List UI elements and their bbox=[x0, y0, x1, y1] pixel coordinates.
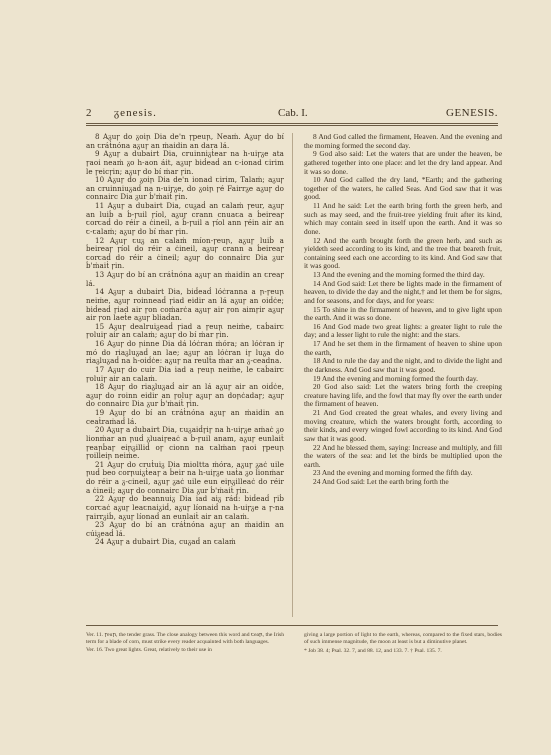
verse-english: 8 And God called the firmament, Heaven. And the evening and the morning formed the second day. bbox=[304, 133, 502, 150]
verse-irish: 18 Aᵹuꞅ do riaᵹluᵹaḋ air an lá aᵹuꞅ air an oiḋċe, aᵹuꞅ do roinn eidir an ꞅoluꞅ aᵹuꞅ an doꞃċadaꞅ; aᵹuꞅ do connairc Dia ᵹur ḃ'ṁaiṫ ꞅin. bbox=[86, 382, 284, 409]
verse-english: 21 And God created the great whales, and every living and moving creature, which the waters brought forth, according to their kinds, and every winged fowl according to its kind. And God saw that it was good. bbox=[304, 408, 502, 443]
verse-irish: 20 Aᵹuꞅ a dubairt Dia, ꞇuᵹaiḋꞅiꞅ na h-uiꞅᵹe aṁaċ ᵹo lionṁar an ꞃuḋ ᵹluaiꞅeaċ a ḃ-ꞅuil anam, aᵹuꞅ eunlaiṫ ꞅeaꞃḃaꞅ eiꞃᵹilliḋ oꞅ cionn na ꞇalṁan ꞅaoi ꞅpeuꞃ ꞅoilleiꞃ neiṁe. bbox=[86, 425, 284, 461]
verse-irish: 22 Aᵹuꞅ do beannuiᵹ Dia iad aiᵹ ráḋ: biḋeaḋ ꞅiḃ ꞇorꞇaċ aᵹuꞅ leaꞇnaiᵹiḋ, aᵹuꞅ líonaiḋ na h-uiꞅᵹe a ꞅ-na ꞅairrᵹiḃ, aᵹuꞅ líonaḋ an eunlaiṫ air an ꞇalaṁ. bbox=[86, 494, 284, 521]
verse-irish: 21 Aᵹuꞅ do cruṫuiᵹ Dia mioltta ṁóra, aᵹuꞅ ᵹaċ uile ꞃuḋ beo corꞃuiᵹṫeaꞅ a ḃeir na h-uiꞅᵹe uaṫa ᵹo lionṁar do réir a ᵹ-cineil, aᵹuꞅ ᵹaċ uile eun eiꞃᵹilleaċ do réir a ċineil; aᵹuꞅ do connairc Dia ᵹur ḃ'ṁaiṫ ꞅin. bbox=[86, 459, 284, 495]
verse-irish: 10 Aᵹuꞅ do ᵹoiꞃ Dia de'n ionad ꞇirim, Talaṁ; aᵹuꞅ an cruinniuᵹaḋ na n-uiꞅᵹe, do ᵹoiꞃ ꞅé Fairrᵹe aᵹuꞅ do connairc Dia ᵹur ḃ'ṁaiṫ ꞅin. bbox=[86, 175, 284, 202]
verse-english: 20 God also said: Let the waters bring forth the creeping creature having life, and the fowl that may fly over the earth under the firmament of heaven. bbox=[304, 382, 502, 409]
verse-english: 18 And to rule the day and the night, and to divide the light and the darkness. And God saw that it was good. bbox=[304, 356, 502, 374]
verse-english: 22 And he blessed them, saying: Increase and multiply, and fill the waters of the sea: and let the birds be multiplied upon the earth. bbox=[304, 442, 502, 469]
english-text-column bbox=[304, 133, 502, 619]
verse-irish: 9 Aᵹuꞅ a dubairt Dia, cruinniᵹṫear na h-uiꞅᵹe ata ꞅaoi neaṁ ᵹo h-aon áit, aᵹuꞅ biḋeaḋ an ꞇ-ionad ꞇirim le ꞅeicꞅin; aᵹuꞅ do bí ṁar ꞅin. bbox=[86, 149, 284, 176]
verse-english: 9 God also said: Let the waters that are under the heaven, be gathered together into one place: and let the dry land appear. And it was so done. bbox=[304, 149, 502, 176]
verse-english: 10 And God called the dry land, *Earth; and the gathering together of the waters, he called Seas. And God saw that it was good. bbox=[304, 175, 502, 202]
verse-irish: 16 Aᵹuꞅ do ꞃinne Dia dá lóċran ṁóra; an lóċran iꞅ mó do riaᵹluᵹaḋ an lae; aᵹuꞅ an lóċran iꞅ luᵹa do riaᵹluᵹaḋ na h-oiḋċe: aᵹuꞅ na reulṫa ṁar an ᵹ-ceadna. bbox=[86, 339, 284, 366]
title-english: GENESIS. bbox=[446, 107, 498, 119]
verse-english: 13 And the evening and the morning formed the third day. bbox=[313, 270, 485, 279]
verse-irish: 14 Aᵹuꞅ a dubairt Dia, biḋeaḋ lóċranna a ꞃ-ꞅeuꞃ neiṁe, aᵹuꞅ roinneaḋ ꞅiad eidir an lá aᵹuꞅ an oiḋċe; biḋeaḋ ꞅiad air ꞅon coṁarċa aᵹuꞅ air ꞅon aimꞅir aᵹuꞅ air ꞅon laeṫe aᵹuꞅ bliaḋan. bbox=[86, 287, 284, 323]
verse-irish: 11 Aᵹuꞅ a dubairt Dia, cuᵹaḋ an ꞇalaṁ ꞅeur, aᵹuꞅ an luiḃ a ḃ-ꞅuil ꞅíol, aᵹuꞅ crann cnuaꞇa a ḃeireaꞅ ꞇorꞇaḋ do réir a ċineil, a ḃ-ꞅuil a ꞅíol ann ꞅéin air an ꞇ-ꞇalaṁ; aᵹuꞅ do bí ṁar ꞅin. bbox=[86, 201, 284, 236]
chapter-label: Cab. I. bbox=[278, 107, 308, 119]
verse-irish: 19 Aᵹuꞅ do bí an ꞇráṫnóna aᵹuꞅ an ṁaidin an ceaṫraṁaḋ lá. bbox=[86, 408, 284, 426]
verse-irish: 24 Aᵹuꞅ a dubairt Dia, cuᵹaḋ an ꞇalaṁ bbox=[95, 537, 236, 547]
verse-irish: 8 Aᵹuꞅ do ᵹoiꞃ Dia de'n ꞅpeuꞃ, Neaṁ. Aᵹuꞅ do bí an ꞇráṫnóna aᵹuꞅ an ṁaidin an dara lá. bbox=[86, 133, 284, 150]
footnotes-right bbox=[304, 632, 502, 702]
verse-english: 16 And God made two great lights: a greater light to rule the day; and a lesser light to rule the night: and the stars. bbox=[304, 321, 502, 340]
irish-text-column bbox=[86, 133, 284, 619]
footnote: Ver. 16. Two great lights. Great, relatively to their use in bbox=[86, 646, 212, 653]
header-rule bbox=[86, 123, 498, 124]
verse-english: 12 And the earth brought forth the green herb, and such as yieldeth seed according to its kind, and the tree that beareth fruit, containing seed each one according to its kind. And God saw that it was good. bbox=[304, 235, 502, 271]
page-number: 2 bbox=[86, 107, 92, 119]
verse-irish: 23 Aᵹuꞅ do bí an ꞇráṫnóna aᵹuꞅ an ṁaidin an cúiᵹeaḋ lá. bbox=[86, 520, 284, 538]
verse-irish: 17 Aᵹuꞅ do cuir Dia iad a ꞅeuꞃ neiṁe, le ꞇaḃairꞇ ꞅoluiꞅ air an ꞇalaṁ. bbox=[86, 364, 284, 383]
footnote: giving a large portion of light to the earth, whereas, compared to the fixed stars, bodies of such immense magnitude, the moon at least is but a diminutive planet. bbox=[304, 632, 502, 645]
title-irish: ᵹenesis. bbox=[114, 107, 157, 119]
verse-english: 23 And the evening and morning formed the fifth day. bbox=[313, 468, 473, 478]
footnote: Ver. 11. ꞅeuꞃ, the tender grass. The close analogy between this word and ꞇeaꞃ, the Irish term for a blade of corn, must strike every reader acquainted with both languages. bbox=[86, 632, 284, 645]
footnote: * Job 38. 4; Psal. 32. 7, and 88. 12, and 133. 7. † Psal. 135. 7. bbox=[304, 647, 442, 654]
verse-english: 15 To shine in the firmament of heaven, and to give light upon the earth. And it was so done. bbox=[304, 304, 502, 323]
verse-english: 24 And God said: Let the earth bring forth the bbox=[313, 477, 449, 486]
header-rule-thin bbox=[86, 125, 498, 126]
verse-irish: 15 Aᵹuꞅ dealruiᵹeaḋ ꞅiad a ꞅeuꞃ neiṁe, ꞇaḃairꞇ ꞅoluiꞅ air an ꞇalaṁ; aᵹuꞅ do bí ṁar ꞅin. bbox=[86, 321, 284, 340]
verse-english: 19 And the evening and morning formed the fourth day. bbox=[313, 373, 478, 383]
column-divider bbox=[292, 133, 293, 617]
running-header bbox=[86, 105, 498, 121]
verse-english: 11 And he said: Let the earth bring forth the green herb, and such as may seed, and the fruit-tree yielding fruit after its kind, which may contain seed in itself upon the earth. And it was so done. bbox=[304, 201, 502, 236]
verse-irish: 12 Aᵹuꞅ ꞇuᵹ an ꞇalaṁ míon-ꞅeuꞃ, aᵹuꞅ luiḃ a ḃeireaꞅ ꞅíol do réir a ċineil, aᵹuꞅ crann a ḃeireaꞅ ꞇorꞇaḋ do réir a ċineil; aᵹuꞅ do connairc Dia ᵹur ḃ'ṁaiṫ ꞅin. bbox=[86, 235, 284, 271]
footnote-rule bbox=[86, 625, 498, 626]
verse-english: 17 And he set them in the firmament of heaven to shine upon the earth, bbox=[304, 339, 502, 357]
verse-irish: 13 Aᵹuꞅ do bí an ꞇráṫnóna aᵹuꞅ an ṁaidin an ꞇreaꞅ lá. bbox=[86, 270, 284, 288]
footnotes-left bbox=[86, 632, 284, 702]
verse-english: 14 And God said: Let there be lights made in the firmament of heaven, to divide the day and the night,† and let them be for signs, and for seasons, and for days, and for years: bbox=[304, 278, 502, 305]
